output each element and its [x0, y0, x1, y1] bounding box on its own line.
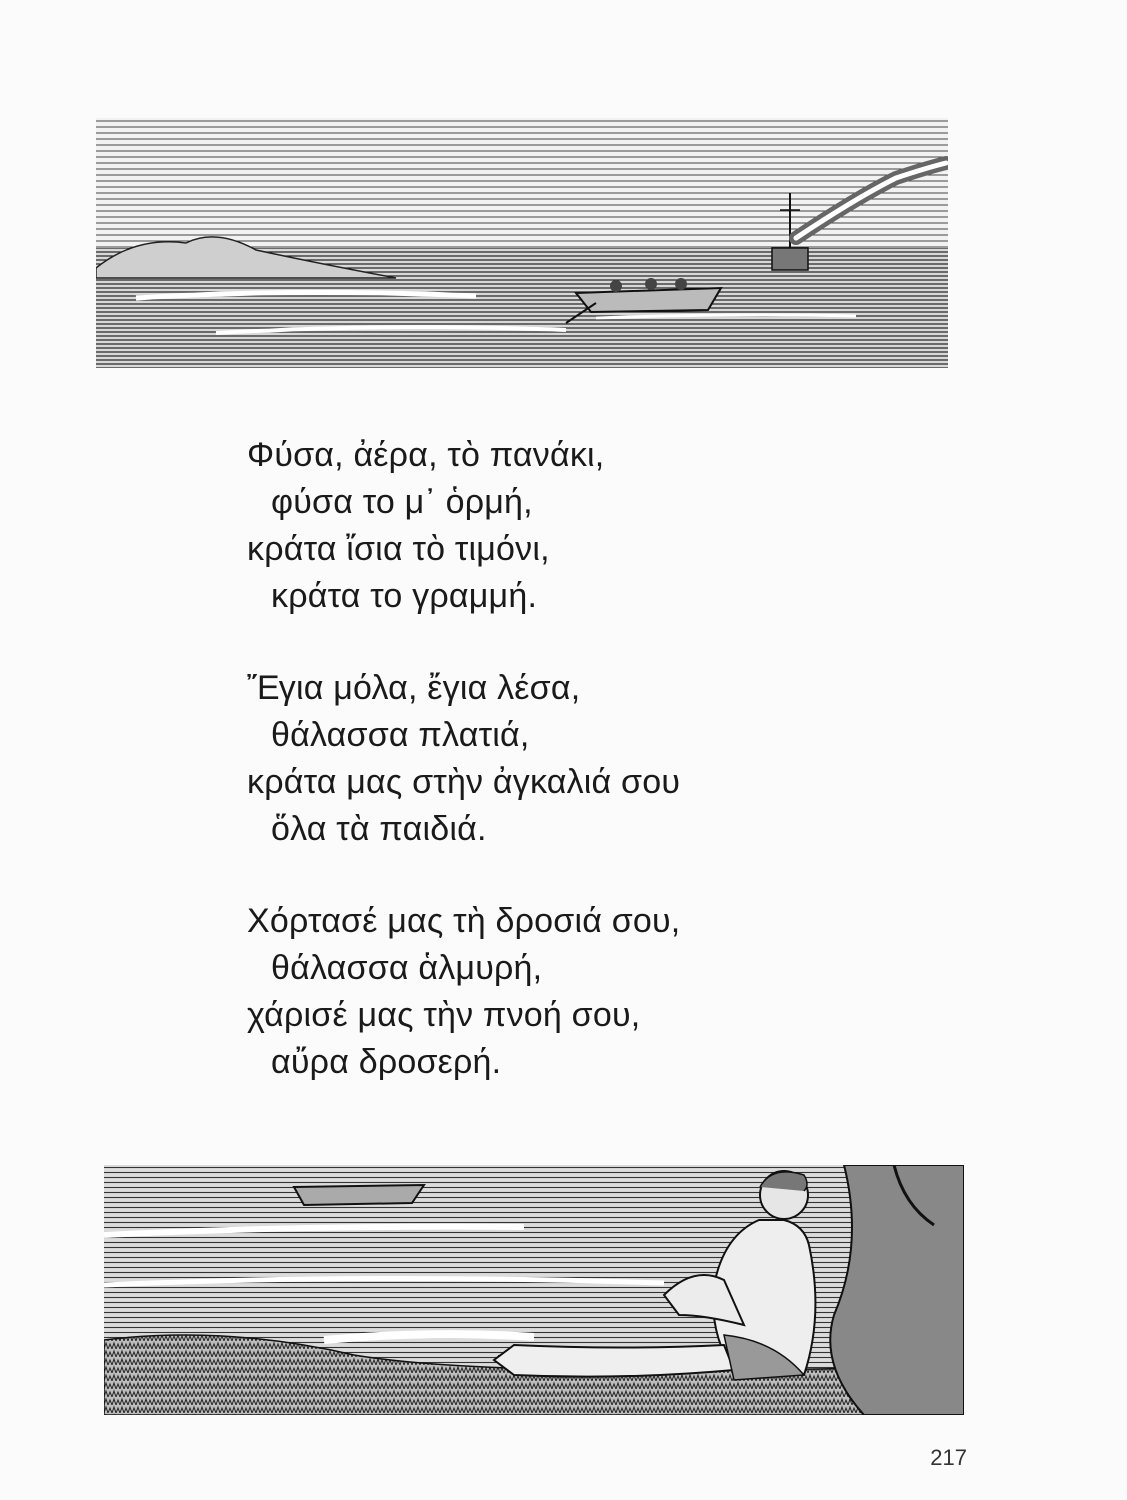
poem-line: θάλασσα ἁλμυρή, — [271, 949, 543, 987]
boy-on-shore-illustration — [104, 1165, 964, 1415]
poem-line: Χόρτασέ μας τὴ δροσιά σου, — [247, 902, 681, 940]
sea-boat-drawing — [96, 118, 948, 368]
poem-line: ὅλα τὰ παιδιά. — [271, 810, 487, 848]
poem — [247, 432, 887, 1131]
poem-line: φύσα το μ᾽ ὁρμή, — [271, 483, 533, 521]
stanza-1 — [247, 432, 887, 620]
stanza-2 — [247, 665, 887, 853]
page-number: 217 — [930, 1445, 967, 1470]
poem-line: Ἔγια μόλα, ἔγια λέσα, — [247, 669, 581, 707]
poem-line: κράτα μας στὴν ἀγκαλιά σου — [247, 763, 681, 801]
poem-line: χάρισέ μας τὴν πνοή σου, — [247, 996, 641, 1034]
poem-line: κράτα ἴσια τὸ τιμόνι, — [247, 530, 550, 568]
shore-drawing — [104, 1165, 964, 1415]
poem-line: Φύσα, ἀέρα, τὸ πανάκι, — [247, 436, 605, 474]
poem-line: θάλασσα πλατιά, — [271, 716, 530, 754]
sea-boat-illustration — [96, 118, 948, 368]
stanza-3 — [247, 898, 887, 1086]
poem-line: κράτα το γραμμή. — [271, 577, 538, 615]
poem-line: αὔρα δροσερή. — [271, 1043, 502, 1081]
